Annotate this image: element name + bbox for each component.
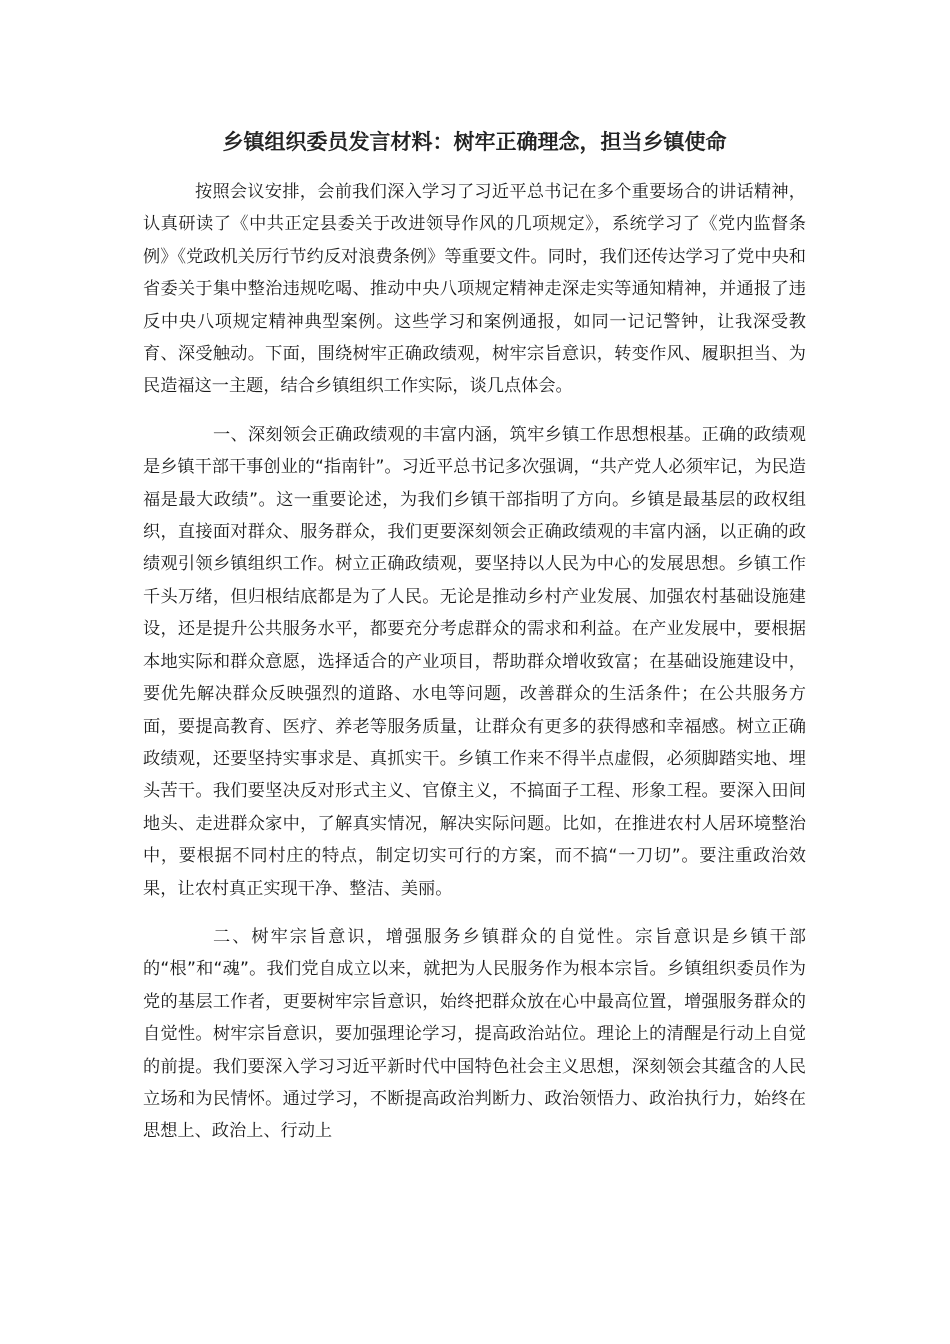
document-title: 乡镇组织委员发言材料：树牢正确理念，担当乡镇使命 <box>222 130 727 154</box>
paragraph-section-two: 二、树牢宗旨意识，增强服务乡镇群众的自觉性。宗旨意识是乡镇干部的“根”和“魂”。我们党自成立以来，就把为人民服务作为根本宗旨。乡镇组织委员作为党的基层工作者，更要树牢宗旨意识，始终把群众放在心中最高位置，增强服务群众的自觉性。树牢宗旨意识，要加强理论学习，提高政治站位。理论上的清醒是行动上自觉的前提。我们要深入学习习近平新时代中国特色社会主义思想，深刻领会其蕴含的人民立场和为民情怀。通过学习，不断提高政治判断力、政治领悟力、政治执行力，始终在思想上、政治上、行动上 <box>143 926 806 1142</box>
paragraph-section-one: 一、深刻领会正确政绩观的丰富内涵，筑牢乡镇工作思想根基。正确的政绩观是乡镇干部干事创业的“指南针”。习近平总书记多次强调，“共产党人必须牢记，为民造福是最大政绩”。这一重要论述，为我们乡镇干部指明了方向。乡镇是最基层的政权组织，直接面对群众、服务群众，我们更要深刻领会正确政绩观的丰富内涵，以正确的政绩观引领乡镇组织工作。树立正确政绩观，要坚持以人民为中心的发展思想。乡镇工作千头万绪，但归根结底都是为了人民。无论是推动乡村产业发展、加强农村基础设施建设，还是提升公共服务水平，都要充分考虑群众的需求和利益。在产业发展中，要根据本地实际和群众意愿，选择适合的产业项目，帮助群众增收致富；在基础设施建设中，要优先解决群众反映强烈的道路、水电等问题，改善群众的生活条件；在公共服务方面，要提高教育、医疗、养老等服务质量，让群众有更多的获得感和幸福感。树立正确政绩观，还要坚持实事求是、真抓实干。乡镇工作来不得半点虚假，必须脚踏实地、埋头苦干。我们要坚决反对形式主义、官僚主义，不搞面子工程、形象工程。要深入田间地头、走进群众家中，了解真实情况，解决实际问题。比如，在推进农村人居环境整治中，要根据不同村庄的特点，制定切实可行的方案，而不搞“一刀切”。要注重政治效果，让农村真正实现干净、整洁、美丽。 <box>143 424 806 899</box>
document-body <box>143 176 806 1164</box>
paragraph-intro: 按照会议安排，会前我们深入学习了习近平总书记在多个重要场合的讲话精神，认真研读了《中共正定县委关于改进领导作风的几项规定》，系统学习了《党内监督条例》《党政机关厉行节约反对浪费条例》等重要文件。同时，我们还传达学习了党中央和省委关于集中整治违规吃喝、推动中央八项规定精神走深走实等通知精神，并通报了违反中央八项规定精神典型案例。这些学习和案例通报，如同一记记警钟，让我深受教育、深受触动。下面，围绕树牢正确政绩观，树牢宗旨意识，转变作风、履职担当、为民造福这一主题，结合乡镇组织工作实际，谈几点体会。 <box>143 182 806 397</box>
